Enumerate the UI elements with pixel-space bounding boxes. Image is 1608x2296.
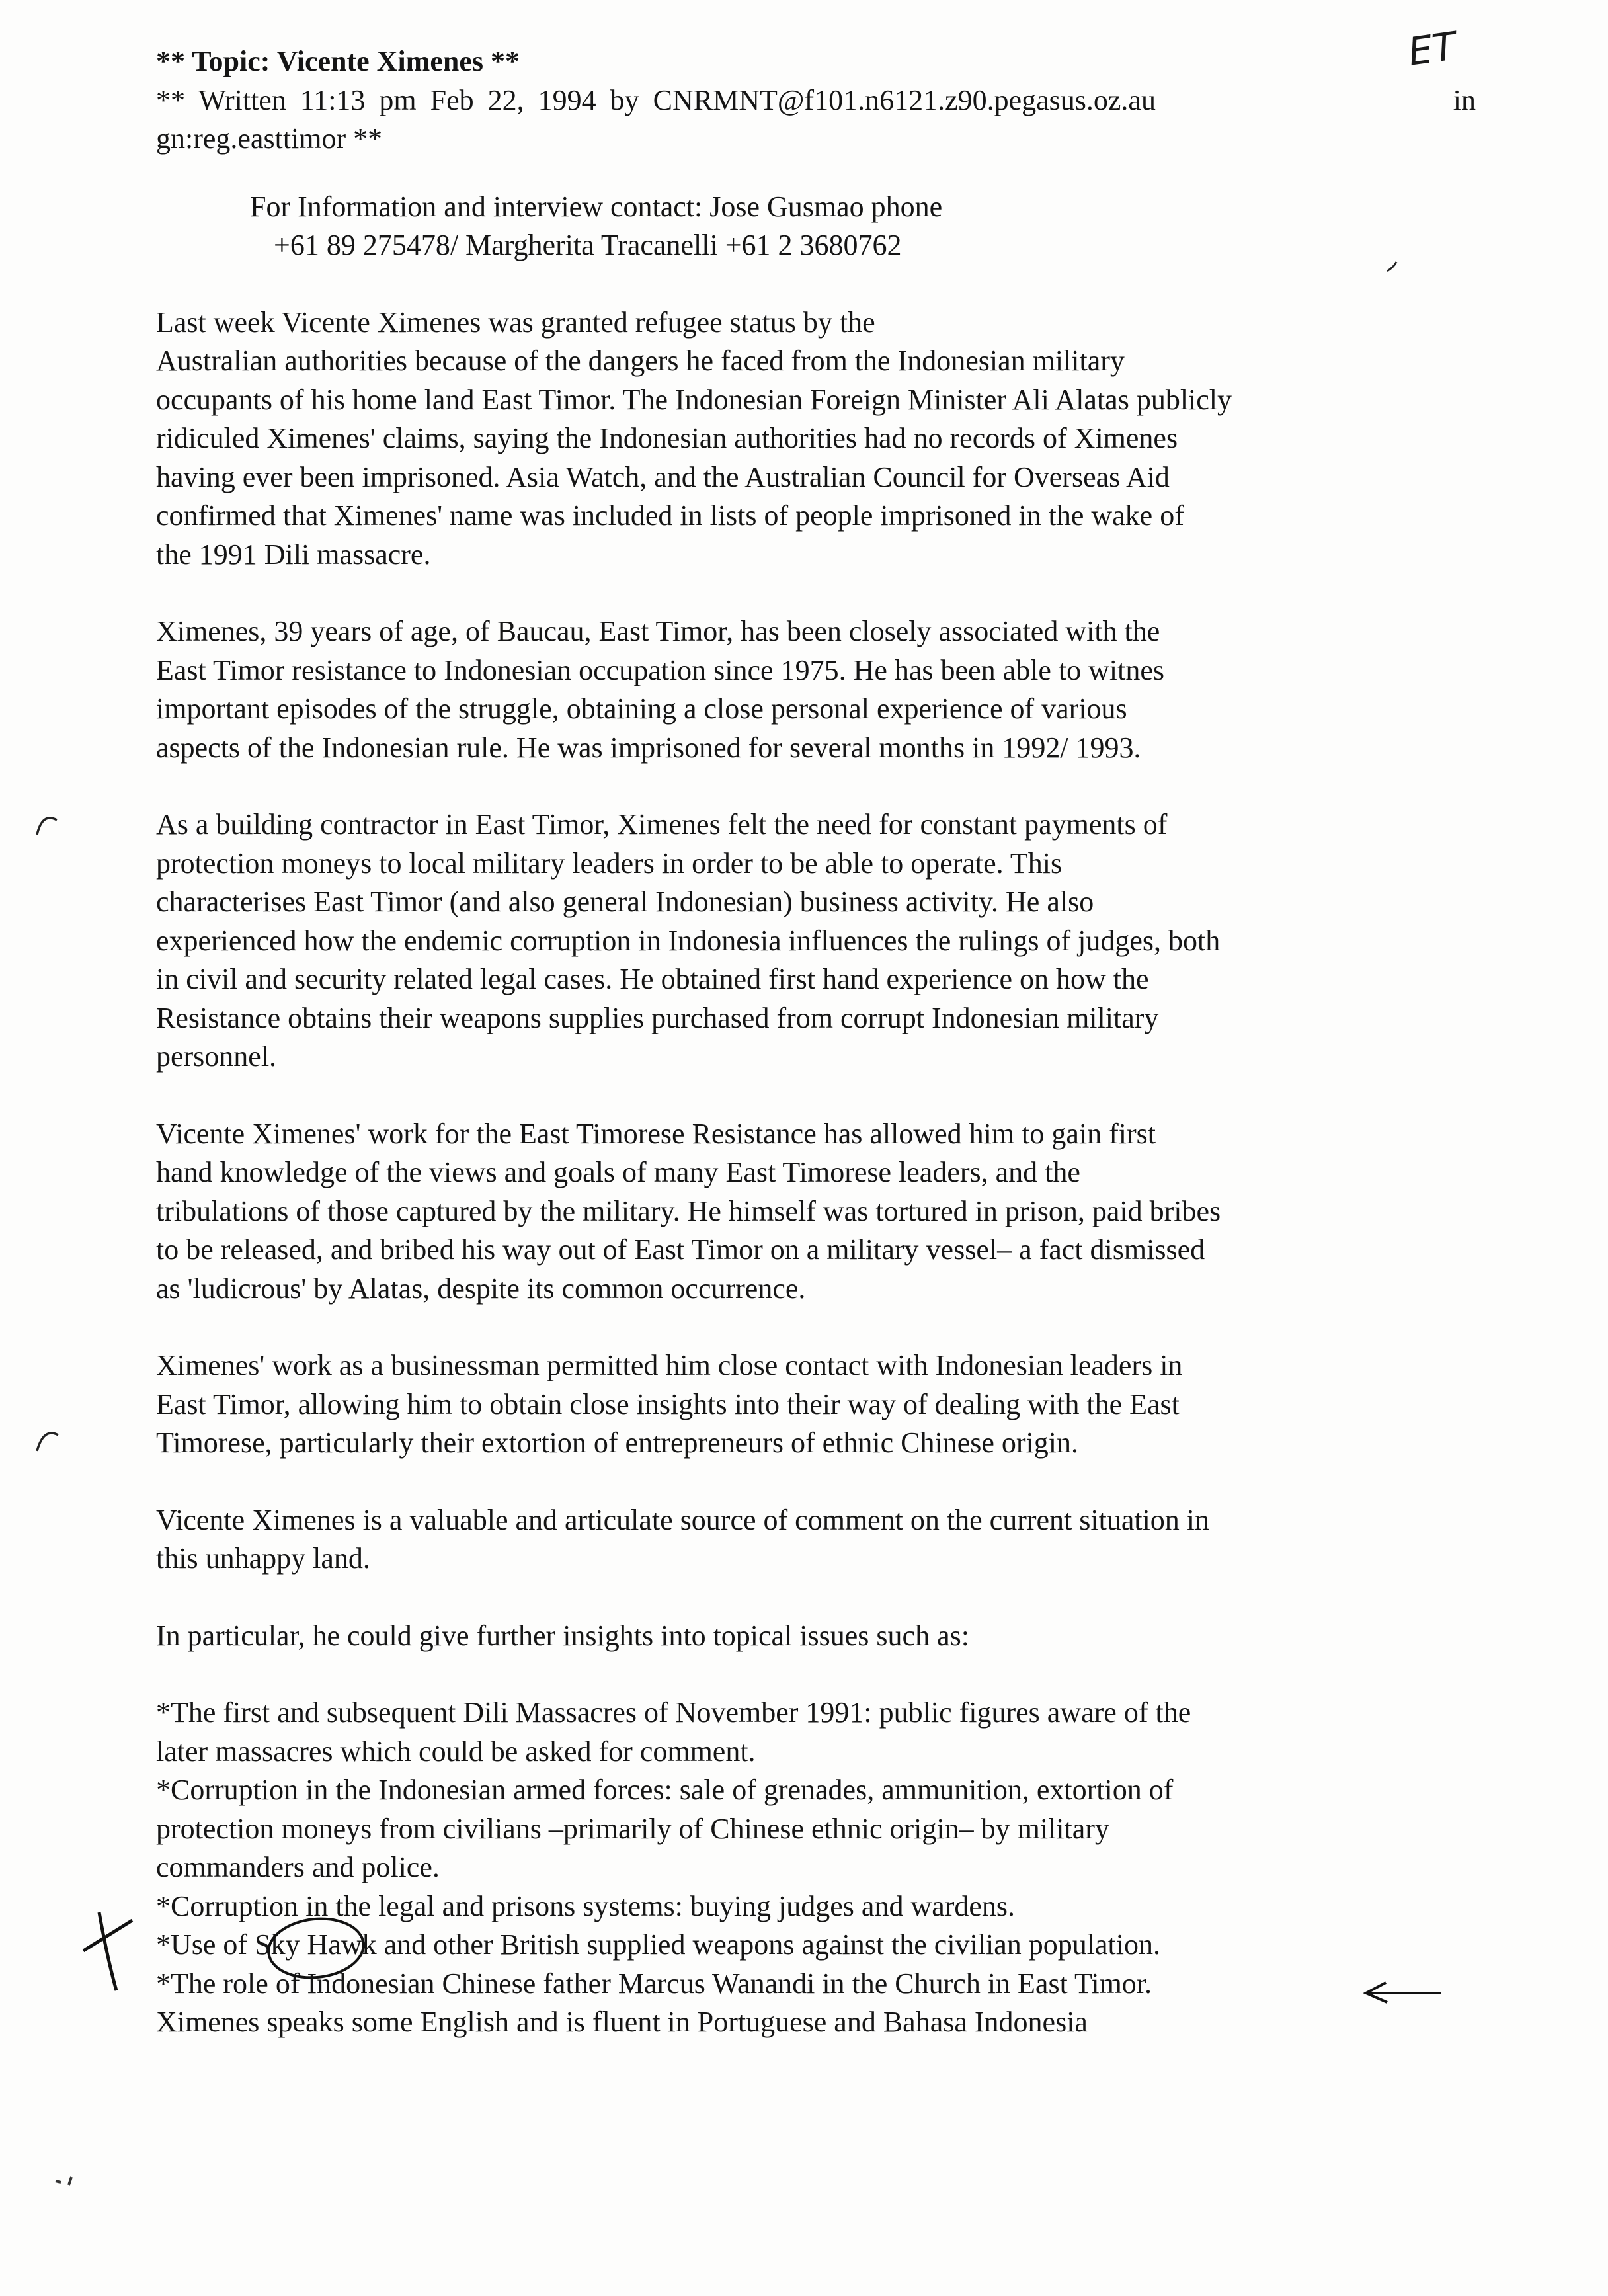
text-line: having ever been imprisoned. Asia Watch, and the Australian Council for Overseas Aid	[156, 460, 1170, 493]
text-line: Resistance obtains their weapons supplies purchased from corrupt Indonesian military	[156, 1001, 1159, 1034]
text-line: tribulations of those captured by the military. He himself was tortured in prison, paid bribes	[156, 1194, 1221, 1227]
text-line: personnel.	[156, 1040, 277, 1073]
paragraph	[156, 1346, 1465, 1463]
text-line: As a building contractor in East Timor, Ximenes felt the need for constant payments of	[156, 808, 1168, 840]
text-line: Australian authorities because of the dangers he faced from the Indonesian military	[156, 345, 1125, 377]
issue-line: Ximenes speaks some English and is fluent in Portuguese and Bahasa Indonesia	[156, 2006, 1088, 2038]
paragraph	[156, 612, 1465, 767]
text-line: Last week Vicente Ximenes was granted refugee status by the	[156, 306, 875, 339]
issue-line: *Use of Sky Hawk and other British supplied weapons against the civilian population.	[156, 1928, 1160, 1961]
text-line: aspects of the Indonesian rule. He was imprisoned for several months in 1992/ 1993.	[156, 731, 1141, 764]
contact-block	[250, 188, 1465, 265]
paragraph	[156, 1115, 1465, 1309]
text-line: Ximenes' work as a businessman permitted him close contact with Indonesian leaders in	[156, 1349, 1183, 1381]
document-body	[156, 42, 1476, 2042]
text-line: experienced how the endemic corruption in Indonesia influences the rulings of judges, both	[156, 924, 1221, 957]
paragraph	[156, 1617, 1465, 1656]
margin-bracket-1	[37, 818, 57, 835]
issue-list	[156, 1694, 1465, 2042]
written-info: ** Written 11:13 pm Feb 22, 1994 by CNRMNT@f101.n6121.z90.pegasus.oz.au	[156, 83, 1156, 116]
text-line: this unhappy land.	[156, 1542, 370, 1575]
paragraph	[156, 805, 1465, 1077]
x-mark	[83, 1912, 132, 1990]
text-line: Ximenes, 39 years of age, of Baucau, East Timor, has been closely associated with the	[156, 615, 1160, 647]
text-line: Vicente Ximenes is a valuable and articulate source of comment on the current situation in	[156, 1503, 1210, 1536]
issue-line: *Corruption in the legal and prisons systems: buying judges and wardens.	[156, 1889, 1016, 1922]
text-line: as 'ludicrous' by Alatas, despite its common occurrence.	[156, 1272, 806, 1305]
text-line: hand knowledge of the views and goals of many East Timorese leaders, and the	[156, 1156, 1080, 1188]
text-line: in civil and security related legal cases. He obtained first hand experience on how the	[156, 963, 1149, 995]
newsgroup-line: gn:reg.easttimor **	[156, 122, 383, 155]
text-line: to be released, and bribed his way out of East Timor on a military vessel– a fact dismissed	[156, 1233, 1205, 1266]
speck-1	[56, 2177, 71, 2185]
paragraphs	[156, 304, 1465, 1656]
topic-title: ** Topic: Vicente Ximenes **	[156, 45, 520, 77]
written-in: in	[1453, 83, 1476, 116]
text-line: important episodes of the struggle, obtaining a close personal experience of various	[156, 692, 1127, 725]
paragraph	[156, 304, 1465, 575]
issue-line: *The first and subsequent Dili Massacres of November 1991: public figures aware of the	[156, 1696, 1191, 1729]
text-line: protection moneys to local military leaders in order to be able to operate. This	[156, 846, 1063, 880]
paragraph	[156, 1501, 1465, 1578]
text-line: East Timor, allowing him to obtain close insights into their way of dealing with the East	[156, 1387, 1180, 1420]
text-line: Timorese, particularly their extortion of entrepreneurs of ethnic Chinese origin.	[156, 1426, 1078, 1459]
contact-line-1: For Information and interview contact: Jose Gusmao phone	[250, 190, 943, 223]
issue-line: commanders and police.	[156, 1851, 440, 1883]
issue-line: *The role of Indonesian Chinese father Marcus Wanandi in the Church in East Timor.	[156, 1967, 1152, 2000]
issue-line: protection moneys from civilians –primarily of Chinese ethnic origin– by military	[156, 1812, 1109, 1845]
handwritten-initials: ET	[1405, 23, 1459, 75]
text-line: East Timor resistance to Indonesian occupation since 1975. He has been able to witnes	[156, 653, 1164, 686]
text-line: the 1991 Dili massacre.	[156, 538, 431, 571]
text-line: In particular, he could give further insights into topical issues such as:	[156, 1619, 969, 1652]
text-line: characterises East Timor (and also general Indonesian) business activity. He also	[156, 885, 1094, 918]
issue-line: later massacres which could be asked for comment.	[156, 1735, 756, 1768]
issue-line: *Corruption in the Indonesian armed forces: sale of grenades, ammunition, extortion of	[156, 1774, 1174, 1806]
contact-line-2: +61 89 275478/ Margherita Tracanelli +61 2 3680762	[274, 229, 902, 261]
text-line: Vicente Ximenes' work for the East Timorese Resistance has allowed him to gain first	[156, 1117, 1156, 1150]
text-line: occupants of his home land East Timor. The Indonesian Foreign Minister Ali Alatas publicly	[156, 383, 1232, 416]
text-line: ridiculed Ximenes' claims, saying the Indonesian authorities had no records of Ximenes	[156, 422, 1178, 454]
text-line: confirmed that Ximenes' name was included in lists of people imprisoned in the wake of	[156, 499, 1184, 532]
written-line	[156, 81, 1476, 120]
margin-bracket-2	[37, 1433, 58, 1451]
